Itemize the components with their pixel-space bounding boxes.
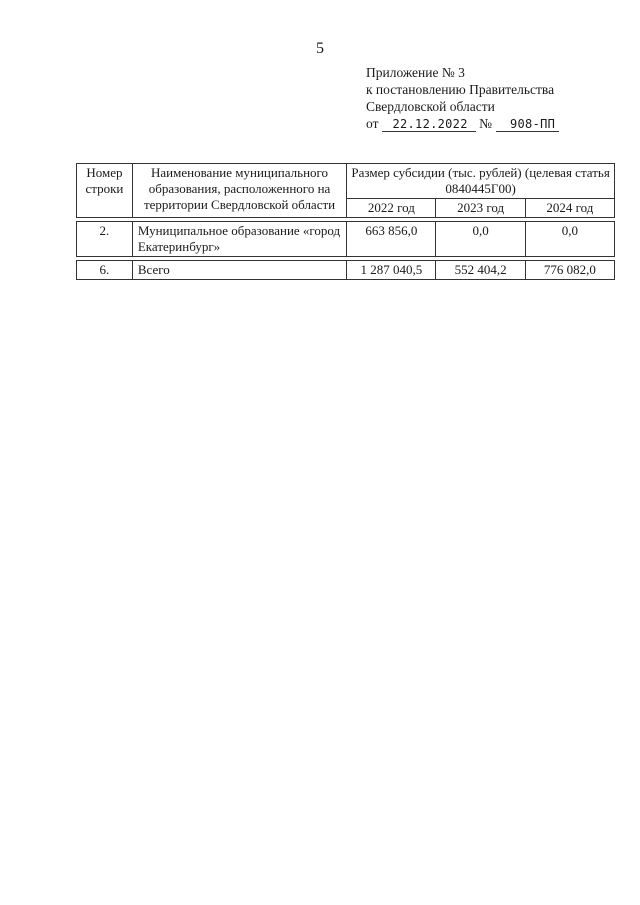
municipality-name-cell: Всего bbox=[132, 261, 346, 280]
value-2022-cell: 1 287 040,5 bbox=[347, 261, 436, 280]
value-2024-cell: 776 082,0 bbox=[525, 261, 614, 280]
row-number-cell: 6. bbox=[77, 261, 133, 280]
header-row-number: Номер строки bbox=[77, 164, 133, 218]
page-number: 5 bbox=[316, 40, 324, 57]
header-subsidy-amount: Размер субсидии (тыс. рублей) (целевая статья 0840445Г00) bbox=[347, 164, 615, 199]
value-2024-cell: 0,0 bbox=[525, 222, 614, 257]
appendix-date-line bbox=[366, 115, 559, 133]
municipality-name-cell: Муниципальное образование «город Екатеринбург» bbox=[132, 222, 346, 257]
table-row bbox=[77, 222, 615, 257]
resolution-number: 908-ПП bbox=[496, 117, 559, 132]
header-year-2023: 2023 год bbox=[436, 199, 525, 218]
row-number-cell: 2. bbox=[77, 222, 133, 257]
appendix-region: Свердловской области bbox=[366, 99, 495, 114]
header-municipality-name: Наименование муниципального образования, расположенного на территории Свердловской области bbox=[132, 164, 346, 218]
appendix-block bbox=[366, 64, 559, 133]
table-row-total bbox=[77, 261, 615, 280]
from-label: от bbox=[366, 116, 379, 131]
header-year-2024: 2024 год bbox=[525, 199, 614, 218]
number-label: № bbox=[479, 116, 492, 131]
subsidy-table bbox=[76, 163, 615, 280]
header-year-2022: 2022 год bbox=[347, 199, 436, 218]
resolution-date: 22.12.2022 bbox=[382, 117, 475, 132]
appendix-title: Приложение № 3 bbox=[366, 65, 465, 80]
value-2023-cell: 0,0 bbox=[436, 222, 525, 257]
value-2022-cell: 663 856,0 bbox=[347, 222, 436, 257]
appendix-resolution-ref: к постановлению Правительства bbox=[366, 82, 555, 97]
value-2023-cell: 552 404,2 bbox=[436, 261, 525, 280]
